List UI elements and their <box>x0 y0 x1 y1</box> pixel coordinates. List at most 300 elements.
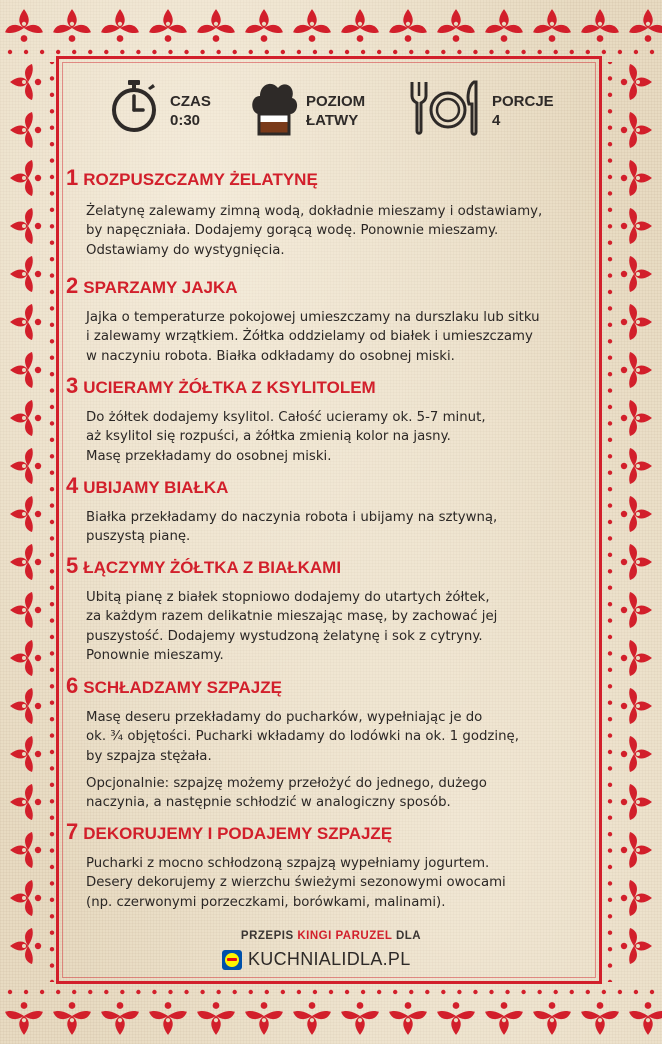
folk-dot <box>50 881 54 885</box>
folk-dot <box>50 503 54 507</box>
folk-dot <box>50 635 54 639</box>
step-title <box>66 166 318 192</box>
folk-dot <box>608 142 612 146</box>
folk-motif <box>10 544 41 580</box>
text-line: Jajka o temperaturze pokojowej umieszczamy na durszlaku lub sitku <box>86 310 540 325</box>
folk-dot <box>50 963 54 967</box>
folk-dot <box>608 520 612 524</box>
folk-dot <box>608 898 612 902</box>
folk-dot <box>608 290 612 294</box>
folk-dot <box>329 50 333 54</box>
folk-motif <box>621 352 652 388</box>
folk-motif <box>533 9 571 42</box>
folk-dot <box>608 273 612 277</box>
text-line: Desery dekorujemy z wierzchu świeżymi sezonowymi owocami <box>86 875 506 891</box>
step-title <box>66 554 341 580</box>
folk-dot <box>50 241 54 245</box>
folk-dot <box>216 990 220 994</box>
folk-motif <box>621 784 652 820</box>
folk-dot <box>473 50 477 54</box>
folk-dot <box>608 881 612 885</box>
folk-motif <box>10 736 41 772</box>
folk-dot <box>50 783 54 787</box>
text-line: puszystość. Dodajemy wystudzoną żelatynę i sok z cytryny. <box>86 628 483 644</box>
folk-motif <box>10 256 41 292</box>
folk-motif <box>621 640 652 676</box>
folk-dot <box>608 454 612 458</box>
folk-dot <box>608 487 612 491</box>
step-paragraph <box>86 308 586 366</box>
folk-dot <box>618 990 622 994</box>
folk-dot <box>608 602 612 606</box>
folk-dot <box>608 109 612 113</box>
step-paragraph <box>86 774 586 813</box>
folk-motif <box>621 736 652 772</box>
folk-dot <box>50 947 54 951</box>
folk-motif <box>621 880 652 916</box>
folk-dot <box>50 224 54 228</box>
folk-motif <box>485 1002 523 1035</box>
folk-dot <box>50 553 54 557</box>
folk-dot <box>537 50 541 54</box>
folk-dot <box>50 618 54 622</box>
text-line: Ponownie mieszamy. <box>86 647 224 663</box>
text-line: Białka przekładamy do naczynia robota i ubijamy na sztywną, <box>86 510 498 525</box>
folk-motif <box>629 1002 662 1035</box>
folk-border-top <box>0 0 662 62</box>
folk-motif <box>10 592 41 628</box>
folk-motif <box>10 496 41 532</box>
folk-dot <box>608 865 612 869</box>
folk-motif <box>53 9 91 42</box>
folk-dot <box>608 405 612 409</box>
folk-motif <box>10 880 41 916</box>
folk-motif <box>437 9 475 42</box>
folk-dot <box>50 76 54 80</box>
folk-motif <box>621 448 652 484</box>
credit-prefix: PRZEPIS <box>240 930 294 942</box>
folk-dot <box>24 50 28 54</box>
folk-dot <box>608 438 612 442</box>
folk-dot <box>441 50 445 54</box>
stopwatch-icon <box>108 78 160 134</box>
folk-dot <box>50 438 54 442</box>
folk-motif <box>245 1002 283 1035</box>
folk-dot <box>233 50 237 54</box>
folk-motif <box>621 832 652 868</box>
text-line: i zalewamy wrzątkiem. Żółtka oddzielamy od białek i umieszczamy <box>86 329 533 345</box>
info-portions <box>408 78 578 140</box>
folk-dot <box>345 990 349 994</box>
folk-motif <box>621 304 652 340</box>
step-paragraph <box>86 408 586 466</box>
step-heading: SPARZAMY JAJKA <box>83 278 238 297</box>
step-heading: ROZPUSZCZAMY ŻELATYNĘ <box>83 170 318 189</box>
folk-dot <box>608 356 612 360</box>
folk-motif <box>621 496 652 532</box>
folk-motif <box>621 544 652 580</box>
folk-dot <box>297 50 301 54</box>
step-paragraph <box>86 708 586 766</box>
folk-dot <box>345 50 349 54</box>
folk-dot <box>425 50 429 54</box>
folk-dot <box>50 832 54 836</box>
folk-dot <box>489 50 493 54</box>
folk-dot <box>50 126 54 130</box>
folk-dot <box>313 990 317 994</box>
folk-dot <box>634 50 638 54</box>
text-line: Masę przekładamy do osobnej miski. <box>86 448 332 464</box>
folk-dot <box>608 323 612 327</box>
folk-motif <box>621 160 652 196</box>
text-line: aż ksylitol się rozpuści, a żółtka zmienią kolor na jasny. <box>86 429 451 445</box>
folk-dot <box>50 520 54 524</box>
step-heading: UBIJAMY BIAŁKA <box>83 478 229 497</box>
folk-dot <box>608 701 612 705</box>
folk-motif <box>581 9 619 42</box>
chef-hat-icon <box>250 78 298 138</box>
folk-motif <box>621 112 652 148</box>
step-heading: UCIERAMY ŻÓŁTKA Z KSYLITOLEM <box>83 378 376 397</box>
folk-dot <box>50 142 54 146</box>
text-line: by napęczniała. Dodajemy gorącą wodę. Ponownie mieszamy. <box>86 223 499 239</box>
step-number: 2 <box>66 273 79 298</box>
folk-dot <box>608 766 612 770</box>
folk-dot <box>50 421 54 425</box>
folk-dot <box>265 990 269 994</box>
folk-dot <box>50 388 54 392</box>
folk-dot <box>50 651 54 655</box>
folk-motif <box>197 9 235 42</box>
folk-dot <box>120 990 124 994</box>
recipe-credit <box>0 930 662 942</box>
folk-dot <box>570 50 574 54</box>
info-time-value: 0:30 <box>170 112 201 129</box>
folk-motif <box>621 400 652 436</box>
lidl-logo-icon <box>222 950 242 970</box>
folk-dot <box>50 158 54 162</box>
folk-dot <box>608 503 612 507</box>
folk-motif <box>629 9 662 42</box>
folk-border-bottom <box>0 982 662 1044</box>
folk-dot <box>608 717 612 721</box>
folk-motif <box>341 9 379 42</box>
folk-dot <box>554 50 558 54</box>
folk-dot <box>50 372 54 376</box>
step-number: 7 <box>66 819 79 844</box>
folk-dot <box>152 990 156 994</box>
folk-dot <box>50 684 54 688</box>
folk-motif <box>53 1002 91 1035</box>
text-line: za każdym razem delikatnie mieszając masę, by zachować jej <box>86 609 498 625</box>
step-body <box>86 508 586 553</box>
folk-dot <box>265 50 269 54</box>
folk-dot <box>608 848 612 852</box>
folk-motif <box>101 9 139 42</box>
folk-dot <box>56 50 60 54</box>
folk-dot <box>50 914 54 918</box>
folk-motif <box>197 1002 235 1035</box>
folk-dot <box>120 50 124 54</box>
folk-dot <box>233 990 237 994</box>
folk-dot <box>608 471 612 475</box>
text-line: (np. czerwonymi porzeczkami, borówkami, malinami). <box>86 894 446 910</box>
folk-dot <box>50 816 54 820</box>
site-link[interactable] <box>222 950 462 972</box>
folk-motif <box>621 688 652 724</box>
folk-dot <box>650 50 654 54</box>
step-number: 1 <box>66 165 79 190</box>
text-line: puszystą pianę. <box>86 529 191 545</box>
folk-dot <box>50 323 54 327</box>
folk-dot <box>24 990 28 994</box>
folk-dot <box>88 50 92 54</box>
folk-dot <box>168 50 172 54</box>
folk-dot <box>361 50 365 54</box>
folk-dot <box>50 980 54 982</box>
folk-motif <box>293 9 331 42</box>
info-level-value: ŁATWY <box>306 112 359 129</box>
folk-dot <box>50 766 54 770</box>
folk-dot <box>608 421 612 425</box>
site-url[interactable]: KUCHNIALIDLA.PL <box>248 949 411 969</box>
folk-dot <box>50 191 54 195</box>
folk-dot <box>608 339 612 343</box>
step-body <box>86 408 586 472</box>
step-paragraph <box>86 202 586 260</box>
text-line: naczynia, a następnie schłodzić w analogiczny sposób. <box>86 795 451 811</box>
folk-dot <box>425 990 429 994</box>
folk-dot <box>634 990 638 994</box>
step-body <box>86 854 586 918</box>
info-time <box>108 78 238 140</box>
folk-dot <box>152 50 156 54</box>
text-line: w naczyniu robota. Białka odkładamy do osobnej miski. <box>86 348 455 364</box>
folk-dot <box>56 990 60 994</box>
folk-motif <box>10 688 41 724</box>
folk-motif <box>389 1002 427 1035</box>
folk-dot <box>570 990 574 994</box>
folk-dot <box>50 898 54 902</box>
folk-dot <box>409 50 413 54</box>
folk-dot <box>608 635 612 639</box>
folk-motif <box>10 640 41 676</box>
folk-dot <box>441 990 445 994</box>
folk-dot <box>608 651 612 655</box>
folk-dot <box>50 799 54 803</box>
folk-dot <box>608 553 612 557</box>
folk-dot <box>457 990 461 994</box>
folk-motif <box>10 784 41 820</box>
step-title <box>66 274 238 300</box>
folk-dot <box>249 50 253 54</box>
text-line: Masę deseru przekładamy do pucharków, wypełniając je do <box>86 710 483 725</box>
folk-dot <box>602 990 606 994</box>
folk-motif <box>581 1002 619 1035</box>
folk-dot <box>650 990 654 994</box>
step-body <box>86 308 586 372</box>
step-number: 3 <box>66 373 79 398</box>
folk-dot <box>40 990 44 994</box>
folk-dot <box>608 586 612 590</box>
text-line: Żelatynę zalewamy zimną wodą, dokładnie mieszamy i odstawiamy, <box>86 204 543 219</box>
folk-dot <box>50 62 54 64</box>
step-heading: SCHŁADZAMY SZPAJZĘ <box>83 678 282 697</box>
folk-motif <box>10 112 41 148</box>
folk-dot <box>50 586 54 590</box>
folk-dot <box>50 602 54 606</box>
folk-dot <box>50 536 54 540</box>
folk-dot <box>50 339 54 343</box>
folk-dot <box>608 750 612 754</box>
folk-dot <box>489 990 493 994</box>
step-body <box>86 588 586 671</box>
folk-dot <box>608 684 612 688</box>
folk-dot <box>50 109 54 113</box>
folk-dot <box>136 990 140 994</box>
step-title <box>66 674 282 700</box>
folk-dot <box>104 50 108 54</box>
folk-motif <box>485 9 523 42</box>
folk-dot <box>608 733 612 737</box>
folk-motif <box>10 208 41 244</box>
folk-dot <box>377 990 381 994</box>
folk-dot <box>608 93 612 97</box>
folk-dot <box>608 126 612 130</box>
text-line: Pucharki z mocno schłodzoną szpajzą wypełniamy jogurtem. <box>86 856 490 871</box>
plate-cutlery-icon <box>408 78 484 138</box>
folk-border-left <box>0 62 62 982</box>
step-body <box>86 202 586 266</box>
folk-dot <box>608 832 612 836</box>
folk-motif <box>293 1002 331 1035</box>
folk-dot <box>521 990 525 994</box>
folk-motif <box>10 448 41 484</box>
info-portions-value: 4 <box>492 112 501 129</box>
folk-dot <box>537 990 541 994</box>
folk-dot <box>50 356 54 360</box>
folk-motif <box>149 9 187 42</box>
folk-dot <box>184 990 188 994</box>
step-title <box>66 820 392 846</box>
folk-motif <box>437 1002 475 1035</box>
folk-motif <box>389 9 427 42</box>
folk-dot <box>200 990 204 994</box>
folk-dot <box>297 990 301 994</box>
folk-dot <box>72 50 76 54</box>
folk-dot <box>608 191 612 195</box>
folk-motif <box>245 9 283 42</box>
folk-dot <box>393 990 397 994</box>
folk-dot <box>608 569 612 573</box>
step-number: 5 <box>66 553 79 578</box>
folk-motif <box>5 1002 43 1035</box>
folk-dot <box>50 257 54 261</box>
text-line: ok. ¾ objętości. Pucharki wkładamy do lodówki na ok. 1 godzinę, <box>86 729 519 745</box>
info-level <box>250 78 400 140</box>
folk-dot <box>50 454 54 458</box>
credit-suffix: DLA <box>395 930 422 942</box>
folk-motif <box>10 304 41 340</box>
folk-dot <box>168 990 172 994</box>
folk-dot <box>618 50 622 54</box>
folk-dot <box>104 990 108 994</box>
folk-dot <box>608 388 612 392</box>
folk-dot <box>608 208 612 212</box>
folk-dot <box>50 487 54 491</box>
folk-dot <box>608 816 612 820</box>
folk-dot <box>608 241 612 245</box>
text-line: Odstawiamy do wystygnięcia. <box>86 242 285 258</box>
folk-dot <box>608 980 612 982</box>
folk-dot <box>50 848 54 852</box>
folk-dot <box>377 50 381 54</box>
folk-dot <box>586 990 590 994</box>
folk-dot <box>608 799 612 803</box>
folk-dot <box>608 76 612 80</box>
folk-dot <box>608 783 612 787</box>
folk-motif <box>621 208 652 244</box>
step-number: 6 <box>66 673 79 698</box>
folk-motif <box>10 352 41 388</box>
folk-dot <box>602 50 606 54</box>
folk-dot <box>608 175 612 179</box>
folk-dot <box>608 947 612 951</box>
folk-dot <box>361 990 365 994</box>
info-portions-label: PORCJE <box>492 93 554 110</box>
folk-dot <box>313 50 317 54</box>
folk-dot <box>136 50 140 54</box>
step-paragraph <box>86 508 586 547</box>
folk-dot <box>608 914 612 918</box>
text-line: Do żółtek dodajemy ksylitol. Całość ucieramy ok. 5-7 minut, <box>86 410 486 425</box>
step-number: 4 <box>66 473 79 498</box>
step-body <box>86 708 586 818</box>
folk-dot <box>608 306 612 310</box>
folk-dot <box>40 50 44 54</box>
credit-chef: KINGI PARUZEL <box>297 930 393 942</box>
text-line: Ubitą pianę z białek stopniowo dodajemy do utartych żółtek, <box>86 590 490 605</box>
folk-dot <box>50 865 54 869</box>
folk-dot <box>505 990 509 994</box>
folk-dot <box>50 668 54 672</box>
folk-dot <box>281 50 285 54</box>
folk-dot <box>216 50 220 54</box>
text-line: by szpajza stężała. <box>86 748 212 764</box>
recipe-info-bar <box>100 78 580 140</box>
folk-dot <box>608 224 612 228</box>
folk-motif <box>101 1002 139 1035</box>
step-paragraph <box>86 588 586 665</box>
folk-dot <box>608 372 612 376</box>
folk-dot <box>88 990 92 994</box>
folk-dot <box>184 50 188 54</box>
info-level-label: POZIOM <box>306 93 366 110</box>
folk-dot <box>393 50 397 54</box>
folk-dot <box>608 257 612 261</box>
folk-dot <box>608 963 612 967</box>
folk-dot <box>50 569 54 573</box>
folk-dot <box>50 175 54 179</box>
folk-dot <box>608 618 612 622</box>
folk-dot <box>608 536 612 540</box>
folk-motif <box>341 1002 379 1035</box>
folk-motif <box>149 1002 187 1035</box>
folk-dot <box>50 701 54 705</box>
step-title <box>66 374 376 400</box>
folk-dot <box>608 668 612 672</box>
folk-dot <box>329 990 333 994</box>
